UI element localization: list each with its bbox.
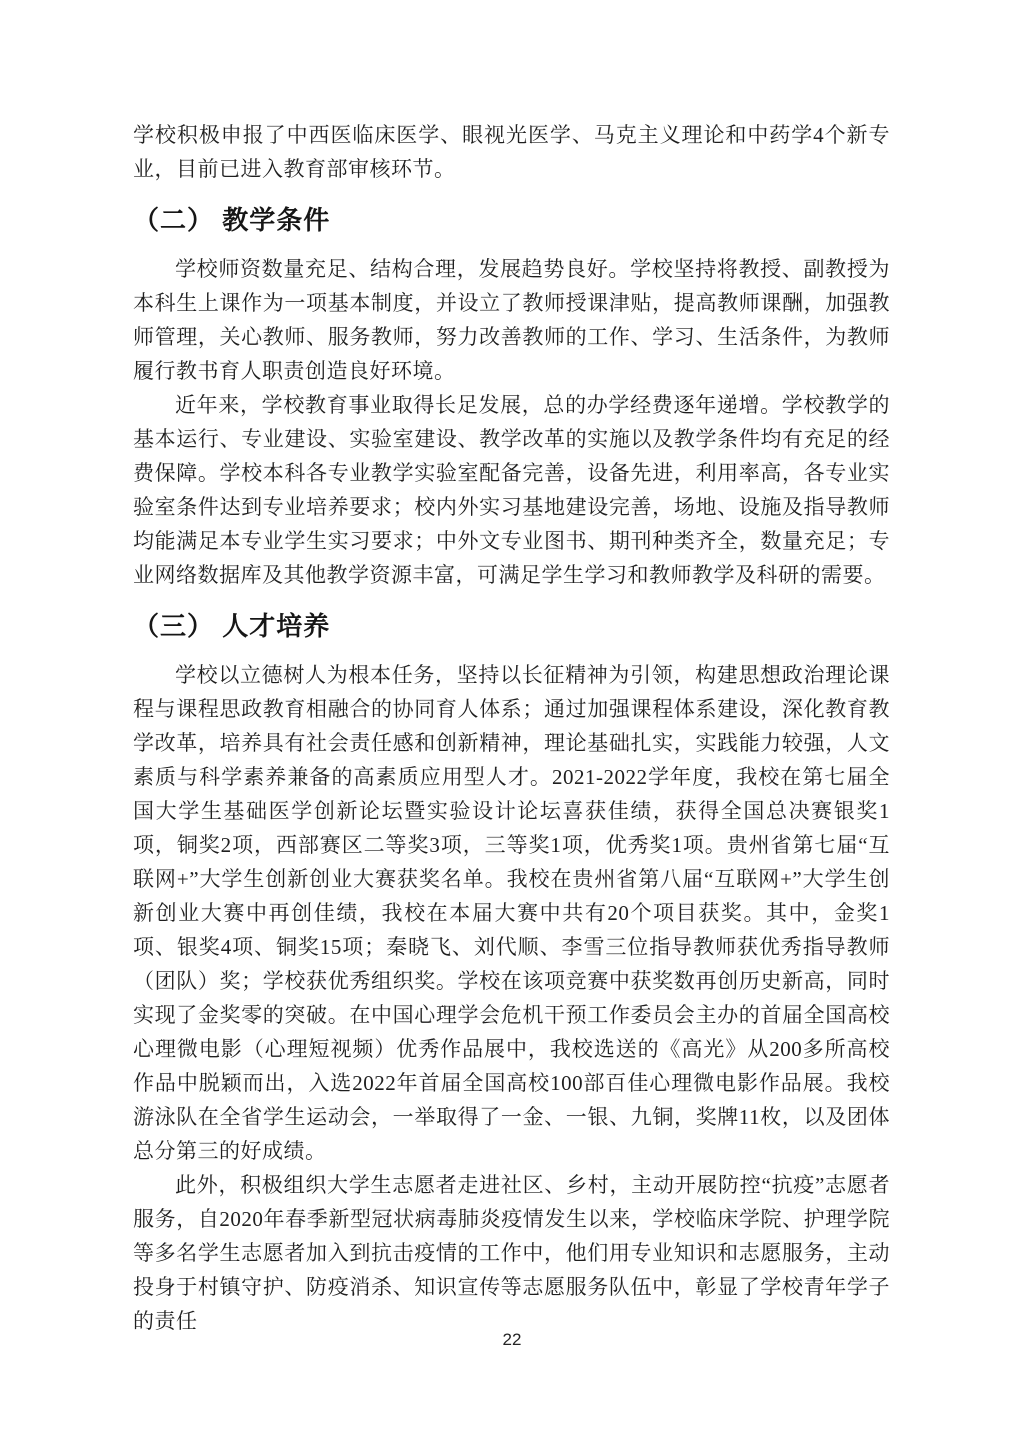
section-heading-talent-cultivation: （三） 人才培养 (133, 611, 331, 641)
page-number: 22 (502, 1330, 522, 1349)
page-content (133, 118, 890, 1338)
paragraph-teaching-conditions-1: 学校师资数量充足、结构合理，发展趋势良好。学校坚持将教授、副教授为本科生上课作为一项基本制度，并设立了教师授课津贴，提高教师课酬，加强教师管理，关心教师、服务教师，努力改善教师的工作、学习、生活条件，为教师履行教书育人职责创造良好环境。 (133, 257, 890, 383)
paragraph-teaching-conditions-2: 近年来，学校教育事业取得长足发展，总的办学经费逐年递增。学校教学的基本运行、专业建设、实验室建设、教学改革的实施以及教学条件均有充足的经费保障。学校本科各专业教学实验室配备完善，设备先进，利用率高，各专业实验室条件达到专业培养要求；校内外实习基地建设完善，场地、设施及指导教师均能满足本专业学生实习要求；中外文专业图书、期刊种类齐全，数量充足；专业网络数据库及其他教学资源丰富，可满足学生学习和教师教学及科研的需要。 (133, 393, 890, 587)
section-heading-teaching-conditions: （二） 教学条件 (133, 205, 331, 235)
paragraph-talent-cultivation-2: 此外，积极组织大学生志愿者走进社区、乡村，主动开展防控“抗疫”志愿者服务，自2020年春季新型冠状病毒肺炎疫情发生以来，学校临床学院、护理学院等多名学生志愿者加入到抗击疫情的工作中，他们用专业知识和志愿服务，主动投身于村镇守护、防疫消杀、知识宣传等志愿服务队伍中，彰显了学校青年学子的责任 (133, 1173, 890, 1333)
continuation-paragraph: 学校积极申报了中西医临床医学、眼视光医学、马克主义理论和中药学4个新专业，目前已进入教育部审核环节。 (133, 123, 890, 181)
paragraph-talent-cultivation-1: 学校以立德树人为根本任务，坚持以长征精神为引领，构建思想政治理论课程与课程思政教育相融合的协同育人体系；通过加强课程体系建设，深化教育教学改革，培养具有社会责任感和创新精神，理论基础扎实，实践能力较强，人文素质与科学素养兼备的高素质应用型人才。2021-2022学年度，我校在第七届全国大学生基础医学创新论坛暨实验设计论坛喜获佳绩，获得全国总决赛银奖1项，铜奖2项，西部赛区二等奖3项，三等奖1项，优秀奖1项。贵州省第七届“互联网+”大学生创新创业大赛获奖名单。我校在贵州省第八届“互联网+”大学生创新创业大赛中再创佳绩，我校在本届大赛中共有20个项目获奖。其中，金奖1项、银奖4项、铜奖15项；秦晓飞、刘代顺、李雪三位指导教师获优秀指导教师（团队）奖；学校获优秀组织奖。学校在该项竞赛中获奖数再创历史新高，同时实现了金奖零的突破。在中国心理学会危机干预工作委员会主办的首届全国高校心理微电影（心理短视频）优秀作品展中，我校选送的《高光》从200多所高校作品中脱颖而出，入选2022年首届全国高校100部百佳心理微电影作品展。我校游泳队在全省学生运动会，一举取得了一金、一银、九铜，奖牌11枚，以及团体总分第三的好成绩。 (133, 663, 890, 1163)
